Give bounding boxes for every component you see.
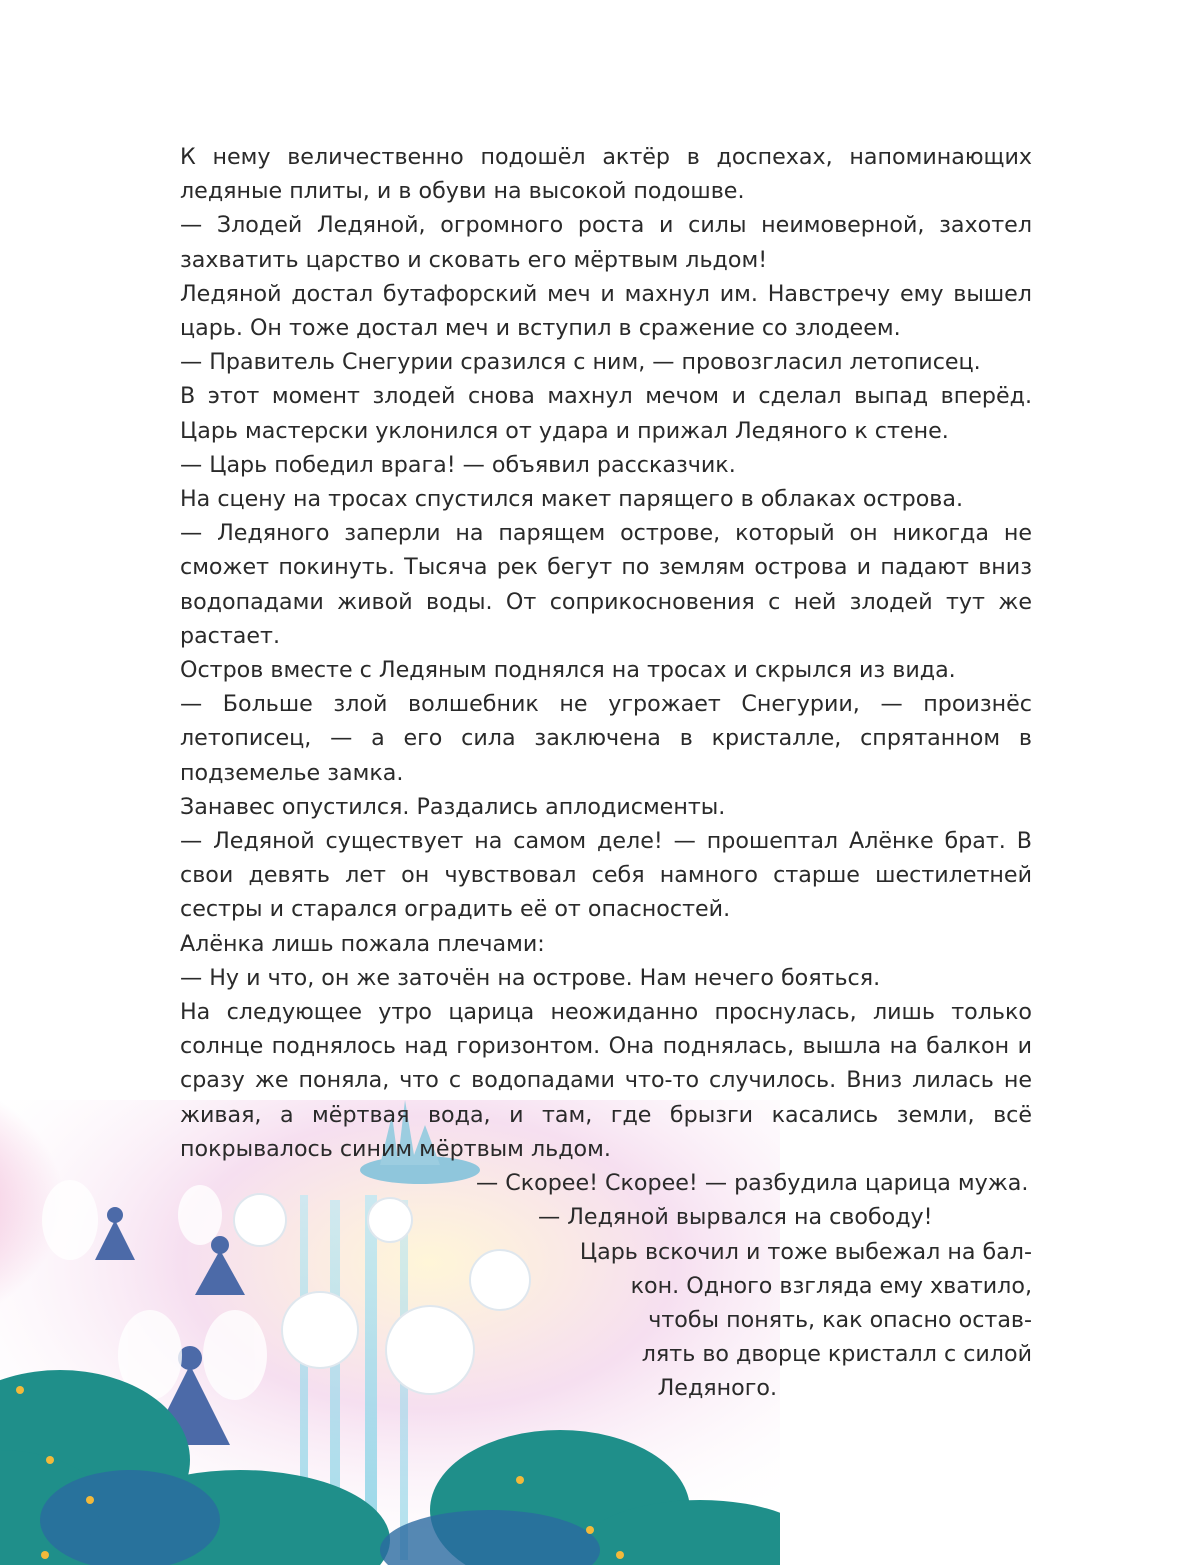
paragraph: — Правитель Снегурии сразился с ним, — провозгласил летописец. <box>180 349 981 376</box>
paragraph: Ледяной достал бутафорский меч и махнул им. Навстречу ему вышел царь. Он тоже достал меч и вступил в сражение со злодеем. <box>180 280 1032 342</box>
final-paragraph <box>180 1235 1032 1406</box>
final-paragraph-line: Ледяного. <box>657 1375 777 1402</box>
paragraph: В этот момент злодей снова махнул мечом и сделал выпад вперёд. Царь мастерски уклонился от удара и прижал Ледяного к стене. <box>180 383 1032 444</box>
paragraph: — Ну и что, он же заточён на острове. Нам нечего бояться. <box>180 964 881 991</box>
paragraph: На сцену на тросах спустился макет парящего в облаках острова. <box>180 486 964 513</box>
final-paragraph-line: Царь вскочил и тоже выбежал на бал- <box>579 1238 1032 1265</box>
paragraph: К нему величественно подошёл актёр в доспехах, напоминающих ледяные плиты, и в обуви на высокой подошве. <box>180 144 1032 205</box>
paragraph: — Ледяного заперли на парящем острове, который он никогда не сможет покинуть. Тысяча рек бегут по землям острова и падают вниз водопадами живой воды. От соприкосновения с ней злодей тут же растает. <box>180 520 1032 649</box>
paragraph: Остров вместе с Ледяным поднялся на тросах и скрылся из вида. <box>180 657 956 684</box>
final-paragraph-line: кон. Одного взгляда ему хватило, <box>630 1272 1032 1299</box>
story-text <box>180 140 1032 1406</box>
dialogue-line: — Скорее! Скорее! — разбудила царица мужа. <box>476 1170 1029 1197</box>
final-paragraph-line: чтобы понять, как опасно остав- <box>648 1306 1032 1333</box>
paragraph: Занавес опустился. Раздались аплодисменты. <box>180 793 726 820</box>
paragraph: — Больше злой волшебник не угрожает Снегурии, — произнёс летописец, — а его сила заключена в кристалле, спрятанном в подземелье замка. <box>180 691 1032 786</box>
paragraph: На следующее утро царица неожиданно проснулась, лишь только солнце поднялось над горизонтом. Она поднялась, вышла на балкон и сразу же поняла, что с водопадами что-то случилось. Вниз лилась не живая, а мёртвая вода, и там, где брызги касались земли, всё покрывалось синим мёртвым льдом. <box>180 999 1032 1162</box>
paragraph: — Царь победил врага! — объявил рассказчик. <box>180 451 736 478</box>
final-paragraph-line: лять во дворце кристалл с силой <box>641 1341 1032 1368</box>
paragraph: — Злодей Ледяной, огромного роста и силы неимоверной, захотел захватить царство и сковать его мёртвым льдом! <box>180 212 1032 273</box>
dialogue-line: — Ледяной вырвался на свободу! <box>538 1204 933 1231</box>
paragraph: — Ледяной существует на самом деле! — прошептал Алёнке брат. В свои девять лет он чувствовал себя намного старше шестилетней сестры и старался оградить её от опасностей. <box>180 828 1032 923</box>
paragraph: Алёнка лишь пожала плечами: <box>180 930 545 957</box>
